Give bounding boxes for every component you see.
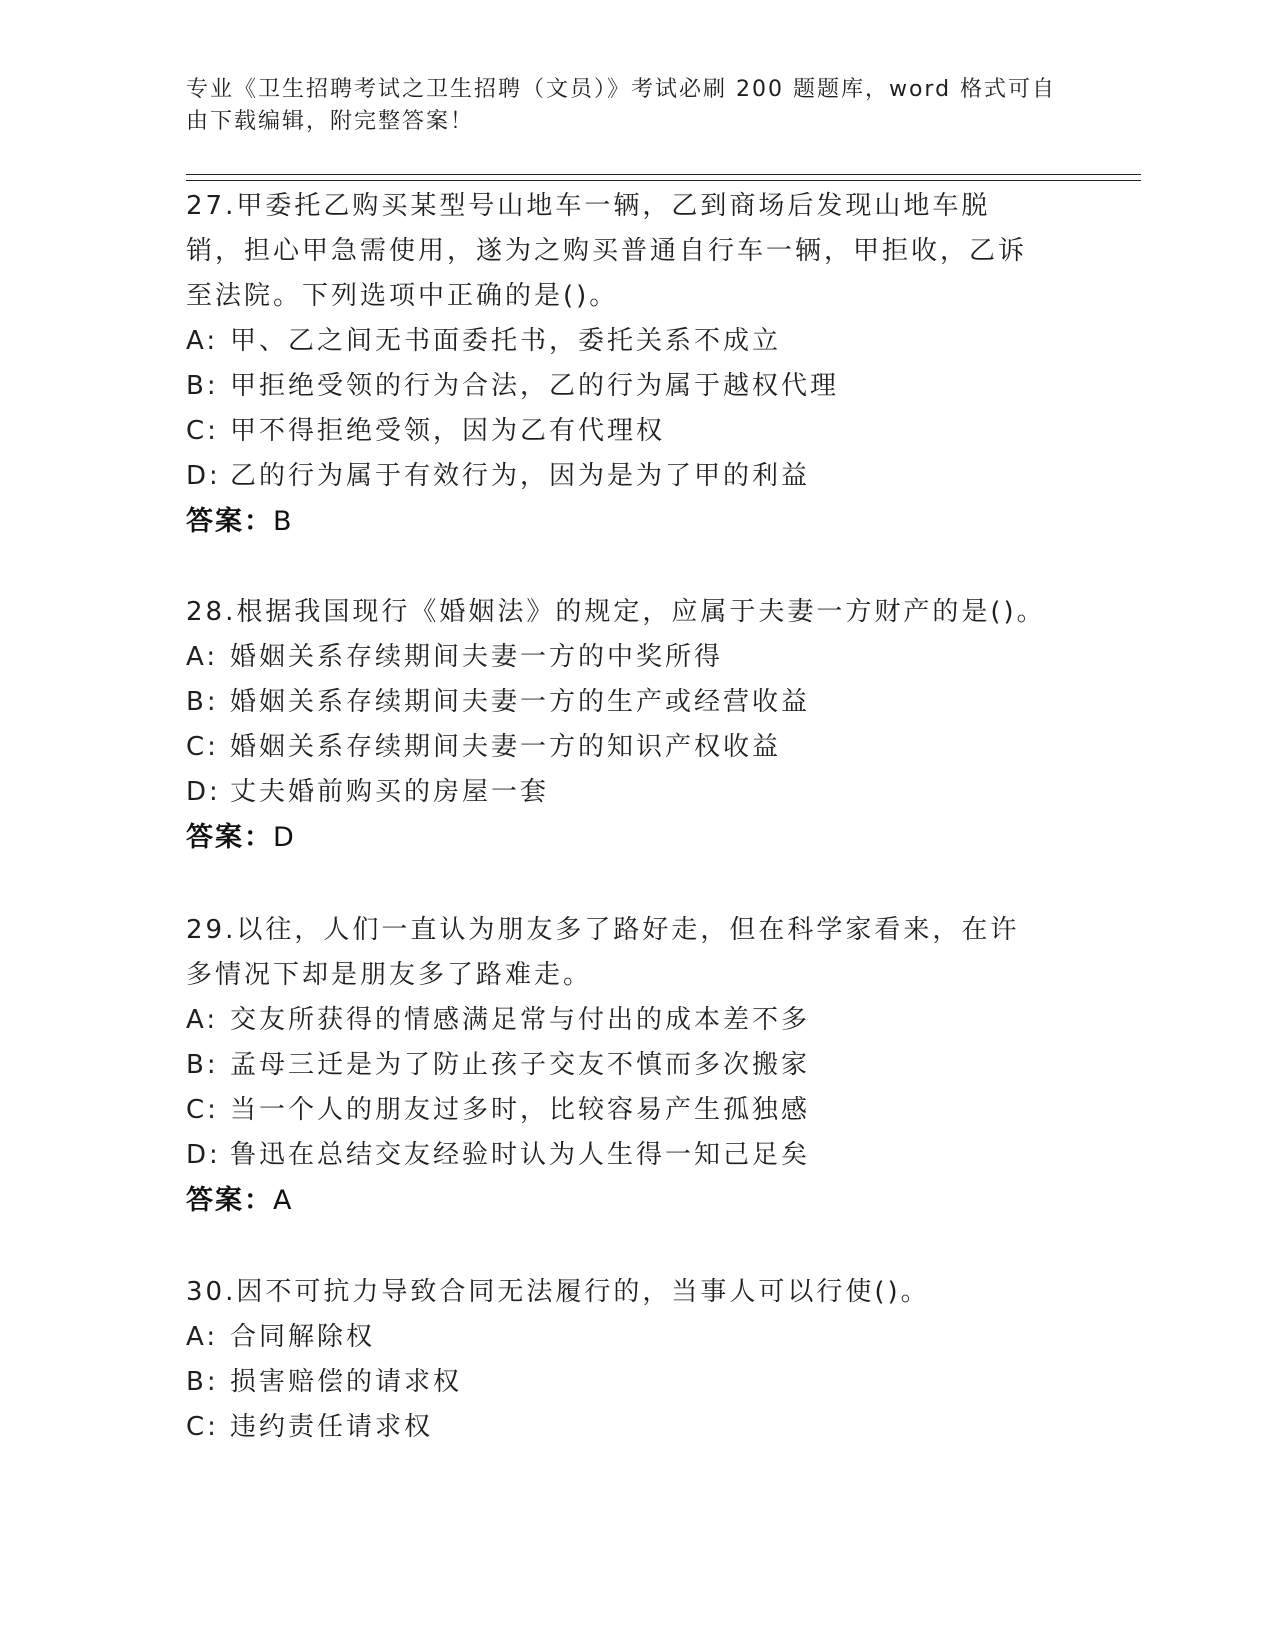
option-c — [186, 725, 1086, 770]
option-b — [186, 680, 1086, 725]
option-a — [186, 1315, 1086, 1360]
option-key: D: — [186, 461, 221, 491]
answer-label: 答案： — [186, 1185, 273, 1216]
option-key: A: — [186, 642, 219, 672]
option-text: 甲不得拒绝受领，因为乙有代理权 — [230, 416, 666, 446]
option-text: 婚姻关系存续期间夫妻一方的生产或经营收益 — [230, 687, 811, 717]
option-d — [186, 454, 1086, 499]
answer-value: B — [273, 506, 294, 537]
option-text: 婚姻关系存续期间夫妻一方的知识产权收益 — [230, 732, 782, 762]
answer-value: A — [273, 1185, 294, 1216]
header-divider-top — [186, 174, 1141, 175]
header-line-2: 由下载编辑，附完整答案！ — [186, 109, 475, 134]
question-30 — [186, 1270, 1086, 1450]
question-stem: 29.以往，人们一直认为朋友多了路好走，但在科学家看来，在许多情况下却是朋友多了路难走。 — [186, 915, 1020, 990]
option-text: 孟母三迁是为了防止孩子交友不慎而多次搬家 — [230, 1050, 811, 1080]
option-key: C: — [186, 1412, 219, 1442]
option-text: 损害赔偿的请求权 — [230, 1367, 463, 1397]
option-text: 婚姻关系存续期间夫妻一方的中奖所得 — [230, 642, 724, 672]
option-d — [186, 770, 1086, 815]
answer-label: 答案： — [186, 822, 273, 853]
answer — [186, 815, 1086, 860]
question-stem: 28.根据我国现行《婚姻法》的规定，应属于夫妻一方财产的是()。 — [186, 597, 1046, 627]
option-c — [186, 409, 1086, 454]
option-text: 交友所获得的情感满足常与付出的成本差不多 — [230, 1005, 811, 1035]
option-d — [186, 1133, 1086, 1178]
option-key: B: — [186, 687, 219, 717]
answer — [186, 499, 1086, 544]
option-text: 鲁迅在总结交友经验时认为人生得一知己足矣 — [230, 1140, 811, 1170]
option-text: 合同解除权 — [230, 1322, 376, 1352]
option-key: C: — [186, 732, 219, 762]
question-stem: 27.甲委托乙购买某型号山地车一辆，乙到商场后发现山地车脱销，担心甲急需使用，遂为之购买普通自行车一辆，甲拒收，乙诉至法院。下列选项中正确的是()。 — [186, 191, 1028, 311]
option-key: A: — [186, 1322, 219, 1352]
option-c — [186, 1088, 1086, 1133]
option-a — [186, 319, 1086, 364]
option-text: 甲、乙之间无书面委托书，委托关系不成立 — [230, 326, 782, 356]
answer — [186, 1178, 1086, 1223]
option-b — [186, 1043, 1086, 1088]
option-text: 违约责任请求权 — [230, 1412, 434, 1442]
question-29 — [186, 908, 1086, 1223]
option-c — [186, 1405, 1086, 1450]
option-text: 甲拒绝受领的行为合法，乙的行为属于越权代理 — [230, 371, 840, 401]
question-stem: 30.因不可抗力导致合同无法履行的，当事人可以行使()。 — [186, 1277, 930, 1307]
option-a — [186, 998, 1086, 1043]
answer-label: 答案： — [186, 506, 273, 537]
option-b — [186, 364, 1086, 409]
question-27 — [186, 184, 1086, 544]
option-key: B: — [186, 371, 219, 401]
answer-value: D — [273, 822, 296, 853]
header-line-1: 专业《卫生招聘考试之卫生招聘（文员）》考试必刷 200 题题库，word 格式可自 — [186, 77, 1057, 102]
question-28 — [186, 590, 1086, 860]
option-key: D: — [186, 777, 221, 807]
option-b — [186, 1360, 1086, 1405]
option-text: 丈夫婚前购买的房屋一套 — [230, 777, 550, 807]
header-divider-bottom — [186, 180, 1141, 181]
option-key: C: — [186, 416, 219, 446]
option-key: B: — [186, 1367, 219, 1397]
option-a — [186, 635, 1086, 680]
document-header — [186, 74, 1066, 138]
option-key: A: — [186, 326, 219, 356]
option-text: 乙的行为属于有效行为，因为是为了甲的利益 — [230, 461, 811, 491]
option-key: B: — [186, 1050, 219, 1080]
option-key: C: — [186, 1095, 219, 1125]
option-key: D: — [186, 1140, 221, 1170]
option-key: A: — [186, 1005, 219, 1035]
option-text: 当一个人的朋友过多时，比较容易产生孤独感 — [230, 1095, 811, 1125]
